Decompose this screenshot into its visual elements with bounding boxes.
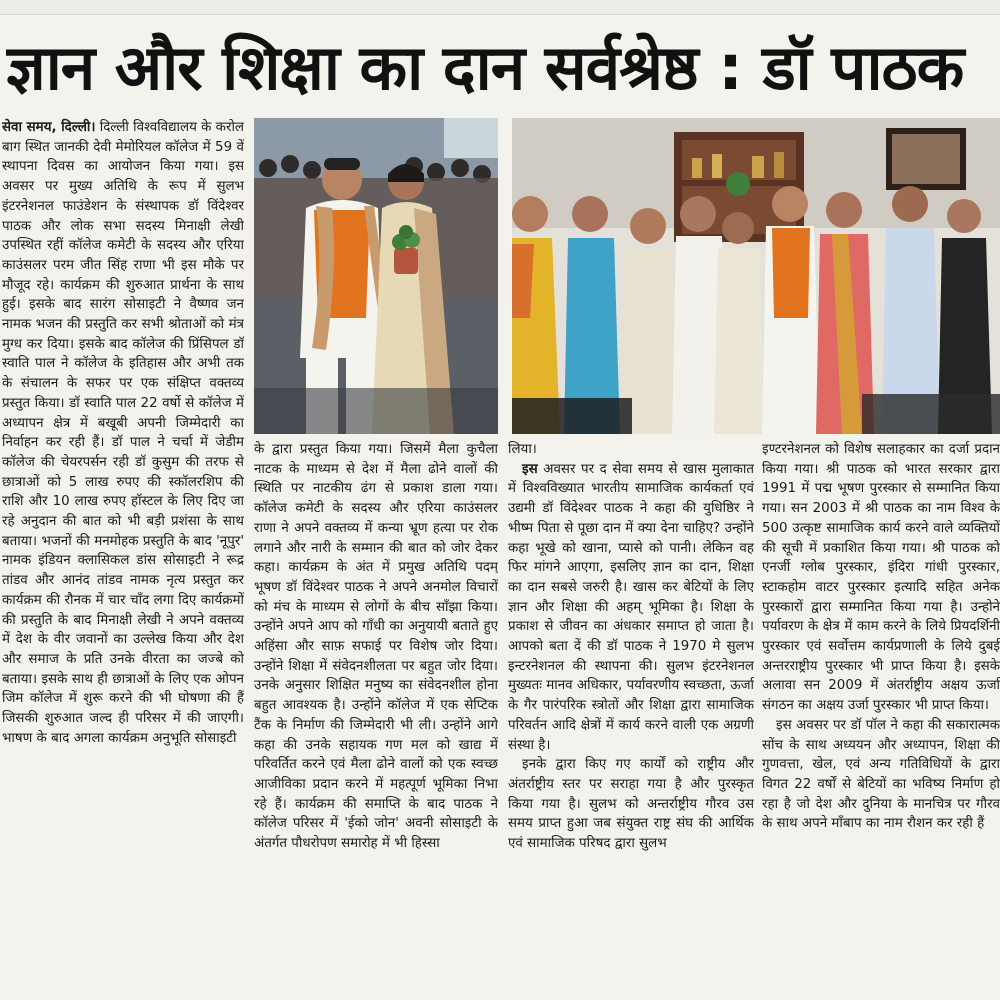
photo-2-illustration: [512, 118, 1000, 434]
column-2-text: के द्वारा प्रस्तुत किया गया। जिसमें मैला कुचैला नाटक के माध्यम से देश में मैला ढोने वालों की स्थिति पर नाटकीय ढंग से प्रकाश डाला गया। कॉलेज कमेटी के सदस्य और एरिया काउंसलर राणा ने अपने वक्तव्य में कन्या भ्रूण हत्या पर रोक लगाने और नारी के सम्मान की बात को जोर देकर कहा। कार्यक्रम के अंत में प्रमुख अतिथि पदम् भूषण डॉ विंदेश्वर पाठक ने अपने अनमोल विचारों को मंच के माध्यम से लोगों के बीच सॉंझा किया। उन्होंने अपने आप को गाँधी का अनुयायी बताते हुए अहिंसा और साफ़ सफाई पर विशेष जोर दिया। उन्होंने शिक्षा में संवेदनशीलता पर बहुत जोर दिया। उनके अनुसार शिक्षित मनुष्य का संवेदनशील होना बहुत आवश्यक है। उन्होंने कॉलेज में एक सेप्टिक टैंक के निर्माण की जिम्मेदारी भी ली। उन्होंने आगे कहा की उनके सहायक गण मल को खाद्य में परिवर्तित करने एवं मैला ढोने वालों को एक स्वच्छ आजीविका प्रदान करने में महत्पूर्ण भूमिका निभा रहे हैं। कार्यक्रम की समाप्ति के बाद पाठक ने कॉलेज परिसर में 'ईको जोन' अवनी सोसाइटी के अंतर्गत पौधरोपण समारोह में भी हिस्सा: [254, 442, 498, 852]
column-1-text: [2, 118, 244, 749]
headline: ज्ञान और शिक्षा का दान सर्वश्रेष्ठ : डॉ पाठक: [6, 31, 964, 104]
photo-plant-presentation: [254, 118, 498, 434]
article-column-3: [508, 440, 754, 1000]
article-column-4: [762, 440, 1000, 1000]
column-3-start: लिया।: [508, 442, 537, 457]
article-column-1: [2, 118, 244, 1000]
column-3-para-2: इनके द्वारा किए गए कार्यों को राष्ट्रीय और अंतर्राष्ट्रीय स्तर पर सराहा गया है और पुरस्कृत किया गया है। सुलभ को अन्तर्राष्ट्रीय गौरव उस समय प्राप्त हुआ जब संयुक्त राष्ट्र संघ की आर्थिक एवं सामाजिक परिषद द्वारा सुलभ: [508, 757, 754, 852]
column-4-para-1: इण्टरनेशनल को विशेष सलाहकार का दर्जा प्रदान किया गया। श्री पाठक को भारत सरकार द्वारा 1991 में पद्म भूषण पुरस्कार से सम्मानित किया गया। सन 2003 में श्री पाठक का नाम विश्व के 500 उत्कृष्ट सामाजिक कार्य करने वाले व्यक्तियों की सूची में प्रकाशित किया गया। श्री पाठक को एनर्जी ग्लोब पुरस्कार, इंदिरा गांधी पुरस्कार, स्टाकहोम वाटर पुरस्कार इत्यादि सहित अनेक पुरस्कारों द्वारा सम्मानित किया गया है। उन्होने पर्यावरण के क्षेत्र में काम करने के लिये प्रियदर्शिनी पुरस्कार एवं सर्वोत्तम कार्यप्रणाली के लिये दुबई अन्तरराष्ट्रीय पुरस्कार भी प्राप्त किया है। इसके अलावा सन 2009 में अंतर्राष्ट्रीय अक्षय ऊर्जा संगठन का अक्षय उर्जा पुरस्कार भी प्राप्त किया।: [762, 442, 1000, 714]
page-top-strip: [0, 0, 1000, 15]
dateline: सेवा समय, दिल्ली।: [2, 120, 96, 135]
article-column-2: [254, 440, 498, 1000]
photo-1-illustration: [254, 118, 498, 434]
col3-body: अवसर पर द सेवा समय से खास मुलाकात में विश्वविख्यात भारतीय सामाजिक कार्यकर्ता एवं उद्यमी डॉ विंदेश्वर पाठक ने कहा की युधिष्ठिर ने भीष्म पिता से पूछा दान में क्या देना चाहिए? उन्होंने कहा भूखे को खाना, प्यासे को पानी। लेकिन वह फिर मांगने आएगा, इसलिए ज्ञान का दान, शिक्षा का दान सबसे जरुरी है। खास कर बेटियों के लिए ज्ञान और शिक्षा की अहम् भूमिका है। शिक्षा के प्रकाश से जीवन का अंधकार समाप्त हो जाता है। आपको बता दें की डॉ पाठक ने 1970 मे सुलभ इन्टरनेशनल की स्थापना की। सुलभ इंटरनेशनल मुख्यतः मानव अधिकार, पर्यावरणीय स्वच्छता, ऊर्जा के गैर पारंपरिक स्त्रोतों और शिक्षा द्वारा सामाजिक परिवर्तन आदि क्षेत्रों में कार्य करने वाली एक अग्रणी संस्था है।: [508, 461, 754, 753]
photo-group: [512, 118, 1000, 434]
column-4-para-2: इस अवसर पर डॉ पॉल ने कहा की सकारात्मक सोंच के साथ अध्ययन और अध्यापन, शिक्षा की गुणवत्ता, खेल, एवं अन्य गतिविधियों के द्वारा विगत 22 वर्षों से बेटियों का भविष्य निर्माण हो रहा है जो देश और दुनिया के मानचित्र पर गौरव के साथ अपने माँबाप का नाम रौशन कर रही हैं: [762, 717, 1000, 832]
para-lead-word: इस: [522, 461, 538, 477]
column-3-para-1: [508, 460, 754, 756]
col1-body: दिल्ली विश्वविद्यालय के करोल बाग स्थित जानकी देवी मेमोरियल कॉलेज में 59 वें स्थापना दिवस का आयोजन किया गया। इस अवसर पर मुख्य अतिथि के रूप में सुलभ इंटरनेशनल फाउंडेशन के संस्थापक डॉ विंदेश्वर पाठक और लोक सभा सदस्य मिनाक्षी लेखी उपस्थित रहीं कॉलेज कमेटी के सदस्य और एरिया काउंसलर परम जीत सिंह राणा भी इस मौके पर मौजूद रहे। कार्यक्रम की शुरुआत प्रार्थना के साथ हुई। इसके बाद सारंग सोसाइटी ने वैष्णव जन नामक भजन की प्रस्तुति कर सभी श्रोताओं को मंत्र मुग्ध कर दिया। इसके बाद कॉलेज की प्रिंसिपल डॉ स्वाति पाल ने कॉलेज के इतिहास और अभी तक के संचालन के सफर पर एक संक्षिप्त वक्तव्य प्रस्तुत किया। डॉ स्वाति पाल 22 वर्षो से कॉलेज में अध्यापन क्षेत्र में बखूबी अपनी जिम्मेदारी का निर्वाहन कर रही हैं। डॉ पाल ने चर्चा में जेडीम कॉलेज की चेयरपर्सन रही डॉ कुसुम की तरफ से छात्राओं को 5 लाख रुपए की स्कॉलरशिप की राशि और 10 लाख रुपए हॉस्टल के लिए दिए जा रहे अनुदान की बात को भी बड़ी प्रशंसा के साथ बताया। भजनों की मनमोहक प्रस्तुति के बाद 'नूपुर' नामक इंडियन क्लासिकल डांस सोसाइटी ने रूद्र तांडव और आनंद तांडव नामक नृत्य प्रस्तुत कर कार्यक्रम की रौनक में चार चाँद लगा दिए कार्यक्रमों की प्रस्तुति के बाद मिनाक्षी लेखी ने अपने वक्तव्य में देश के वीर जवानों का उल्लेख किया और देश और समाज के प्रति उनके वीरता का जज्बे को बताया। इसके साथ ही छात्राओं के लिए एक ओपन जिम कॉलेज में शुरू करने की भी घोषणा की हैं जिसकी शुरुआत जल्द ही परिसर में की जाएगी। भाषण के बाद अगला कार्यक्रम अनुभूति सोसाइटी: [2, 120, 244, 746]
